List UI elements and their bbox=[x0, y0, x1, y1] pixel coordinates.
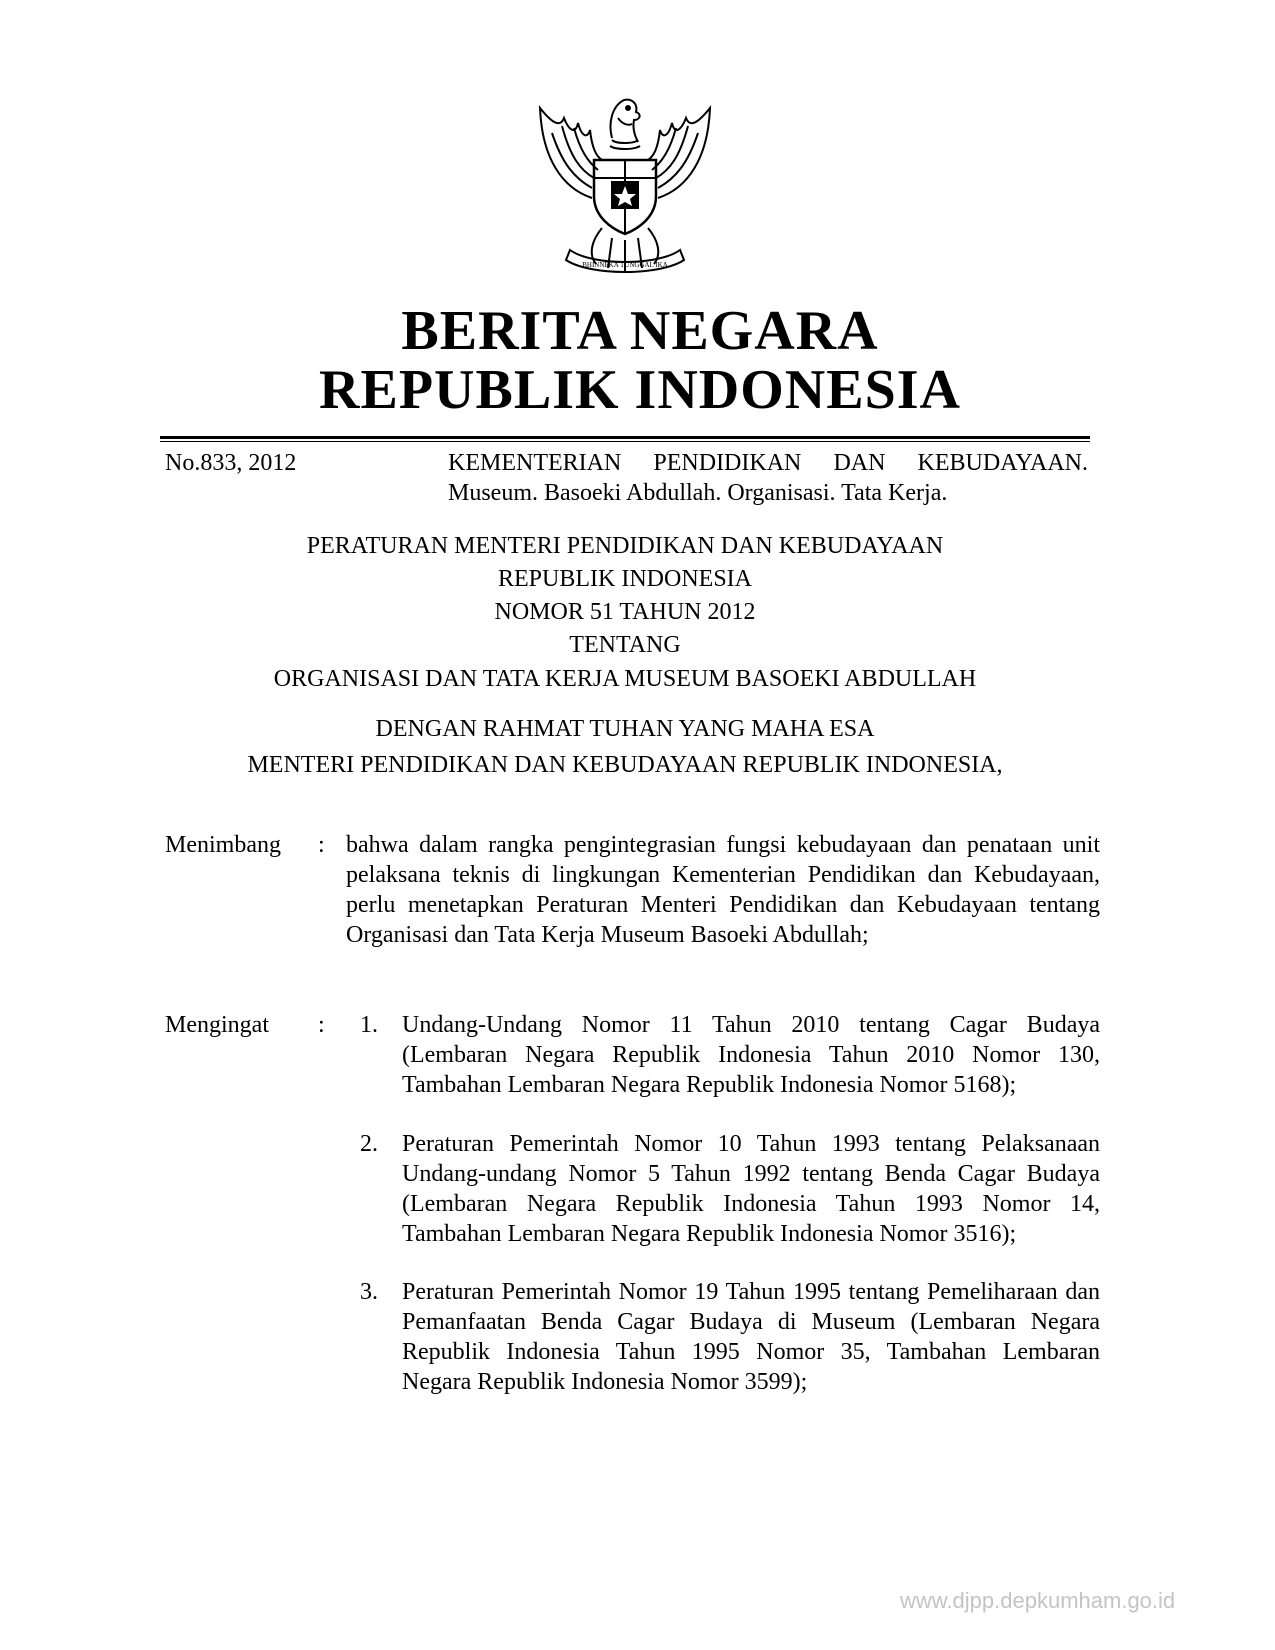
mengingat-item-2-number: 2. bbox=[360, 1131, 378, 1157]
mengingat-item-1-text: Undang-Undang Nomor 11 Tahun 2010 tentang Cagar Budaya (Lembaran Negara Republik Indonesia Tahun 2010 Nomor 130, Tambahan Lembaran Negara Republik Indonesia Nomor 5168); bbox=[402, 1012, 1100, 1098]
ministry-subject bbox=[448, 448, 1088, 508]
mengingat-item-2-text: Peraturan Pemerintah Nomor 10 Tahun 1993 tentang Pelaksanaan Undang-undang Nomor 5 Tahun 1992 tentang Benda Cagar Budaya (Lembaran Negara Republik Indonesia Tahun 1993 Nomor 14, Tambahan Lembaran Negara Republik Indonesia Nomor 3516); bbox=[402, 1131, 1100, 1247]
preamble-line-1: DENGAN RAHMAT TUHAN YANG MAHA ESA bbox=[375, 716, 875, 742]
mengingat-colon: : bbox=[318, 1012, 325, 1038]
menimbang-label: Menimbang bbox=[165, 832, 281, 858]
mengingat-item-1-number: 1. bbox=[360, 1012, 378, 1038]
menimbang-text: bahwa dalam rangka pengintegrasian fungsi kebudayaan dan penataan unit pelaksana teknis di lingkungan Kementerian Pendidikan dan Kebudayaan, perlu menetapkan Peraturan Menteri Pendidikan dan Kebudayaan tentang Organisasi dan Tata Kerja Museum Basoeki Abdullah; bbox=[346, 832, 1100, 948]
masthead-title: BERITA NEGARA bbox=[401, 300, 879, 362]
header-rule-thick bbox=[160, 436, 1090, 439]
mengingat-item-3-text: Peraturan Pemerintah Nomor 19 Tahun 1995 tentang Pemeliharaan dan Pemanfaatan Benda Cagar Budaya di Museum (Lembaran Negara Republik Indonesia Tahun 1995 Nomor 35, Tambahan Lembaran Negara Republik Indonesia Nomor 3599); bbox=[402, 1279, 1100, 1395]
regulation-title-line-1: PERATURAN MENTERI PENDIDIKAN DAN KEBUDAYAAN bbox=[306, 533, 944, 559]
preamble-line-2: MENTERI PENDIDIKAN DAN KEBUDAYAAN REPUBLIK INDONESIA, bbox=[247, 752, 1003, 778]
ministry-line-1: KEMENTERIAN PENDIDIKAN DAN KEBUDAYAAN. bbox=[448, 450, 1088, 476]
masthead-subtitle: REPUBLIK INDONESIA bbox=[319, 359, 961, 421]
mengingat-label: Mengingat bbox=[165, 1012, 269, 1038]
ministry-line-2: Museum. Basoeki Abdullah. Organisasi. Tata Kerja. bbox=[448, 480, 948, 506]
garuda-pancasila-emblem-icon bbox=[532, 78, 718, 282]
mengingat-item-3-number: 3. bbox=[360, 1279, 378, 1305]
regulation-number: NOMOR 51 TAHUN 2012 bbox=[494, 599, 756, 625]
menimbang-colon: : bbox=[318, 832, 325, 858]
regulation-subject: ORGANISASI DAN TATA KERJA MUSEUM BASOEKI ABDULLAH bbox=[273, 666, 977, 692]
emblem-motto: BHINNEKA TUNGGAL IKA bbox=[582, 261, 668, 269]
source-watermark: www.djpp.depkumham.go.id bbox=[900, 1588, 1176, 1613]
regulation-title-line-2: REPUBLIK INDONESIA bbox=[498, 566, 752, 592]
publication-number: No.833, 2012 bbox=[165, 450, 297, 476]
regulation-about: TENTANG bbox=[569, 632, 681, 658]
header-rule-thin bbox=[160, 441, 1090, 442]
